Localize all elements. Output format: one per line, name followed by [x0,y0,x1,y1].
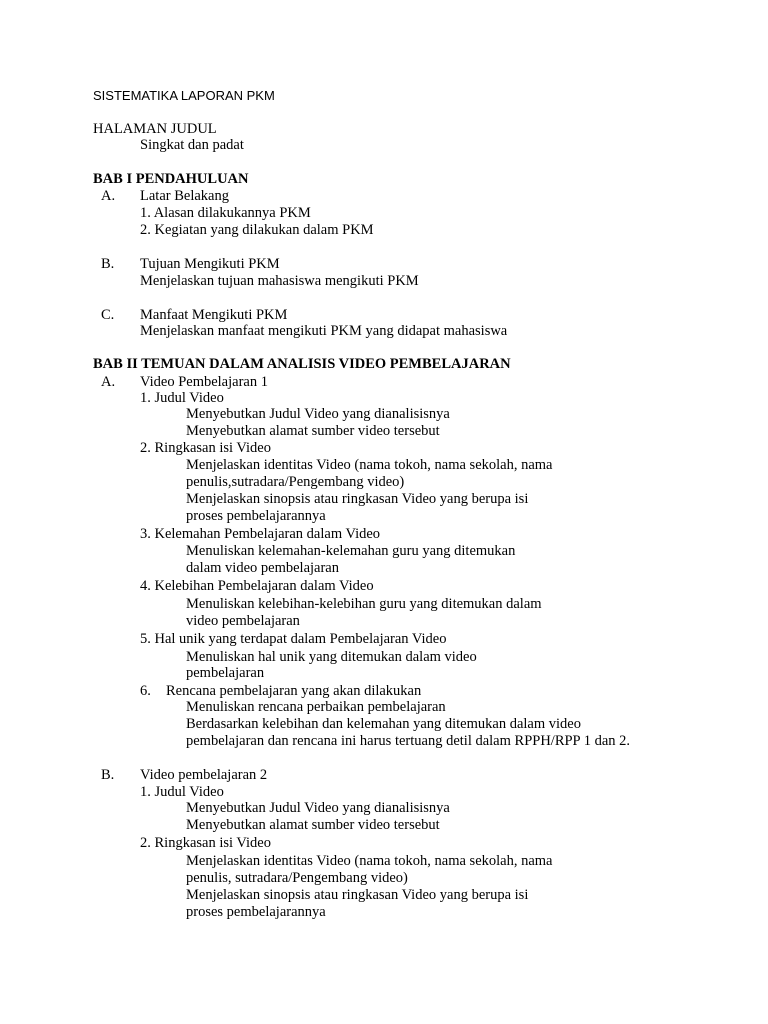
bab2-b-item2-line: Menjelaskan sinopsis atau ringkasan Video yang berupa isi [186,887,529,903]
bab2-a-title: Video Pembelajaran 1 [140,374,268,390]
bab2-heading: BAB II TEMUAN DALAM ANALISIS VIDEO PEMBELAJARAN [93,356,511,372]
bab2-a-item2-line: Menjelaskan identitas Video (nama tokoh, nama sekolah, nama [186,457,553,473]
bab2-a-item6-line: Berdasarkan kelebihan dan kelemahan yang ditemukan dalam video [186,716,581,732]
bab1-c-marker: C. [101,307,115,323]
bab1-a-item: 2. Kegiatan yang dilakukan dalam PKM [140,222,374,238]
bab2-b-item2-title: 2. Ringkasan isi Video [140,835,271,851]
bab2-b-item1-line: Menyebutkan Judul Video yang dianalisisnya [186,800,450,816]
halaman-judul-desc: Singkat dan padat [140,137,244,153]
bab2-a-item2-title: 2. Ringkasan isi Video [140,440,271,456]
bab2-a-item5-line: pembelajaran [186,665,265,681]
bab2-a-marker: A. [101,374,116,390]
bab2-a-item3-line: Menuliskan kelemahan-kelemahan guru yang ditemukan [186,543,516,559]
bab1-b-marker: B. [101,256,115,272]
bab2-a-item2-line: penulis,sutradara/Pengembang video) [186,474,405,490]
bab2-a-item2-line: proses pembelajarannya [186,508,326,524]
bab1-b-desc: Menjelaskan tujuan mahasiswa mengikuti PKM [140,273,419,289]
bab2-a-item6-title: Rencana pembelajaran yang akan dilakukan [166,683,422,699]
bab2-b-item1-title: 1. Judul Video [140,784,224,800]
bab2-b-title: Video pembelajaran 2 [140,767,268,783]
bab2-a-item6-number: 6. [140,683,151,699]
bab1-a-title: Latar Belakang [140,188,229,204]
bab2-b-item2-line: proses pembelajarannya [186,904,326,920]
bab1-c-title: Manfaat Mengikuti PKM [140,307,288,323]
bab2-a-item6-line: pembelajaran dan rencana ini harus tertuang detil dalam RPPH/RPP 1 dan 2. [186,733,631,749]
bab2-a-item3-title: 3. Kelemahan Pembelajaran dalam Video [140,526,381,542]
bab2-a-item6-line: Menuliskan rencana perbaikan pembelajaran [186,699,446,715]
bab2-a-item4-line: Menuliskan kelebihan-kelebihan guru yang ditemukan dalam [186,596,542,612]
bab2-a-item2-line: Menjelaskan sinopsis atau ringkasan Video yang berupa isi [186,491,529,507]
bab2-b-item2-line: Menjelaskan identitas Video (nama tokoh, nama sekolah, nama [186,853,553,869]
bab2-b-item1-line: Menyebutkan alamat sumber video tersebut [186,817,440,833]
bab2-a-item4-title: 4. Kelebihan Pembelajaran dalam Video [140,578,374,594]
bab1-c-desc: Menjelaskan manfaat mengikuti PKM yang didapat mahasiswa [140,323,508,339]
bab2-b-item2-line: penulis, sutradara/Pengembang video) [186,870,408,886]
bab2-a-item3-line: dalam video pembelajaran [186,560,339,576]
bab2-a-item1-line: Menyebutkan Judul Video yang dianalisisnya [186,406,450,422]
bab2-a-item5-title: 5. Hal unik yang terdapat dalam Pembelajaran Video [140,631,447,647]
bab2-a-item5-line: Menuliskan hal unik yang ditemukan dalam video [186,649,477,665]
bab1-a-item: 1. Alasan dilakukannya PKM [140,205,311,221]
bab2-a-item4-line: video pembelajaran [186,613,300,629]
bab1-heading: BAB I PENDAHULUAN [93,171,249,187]
halaman-judul-heading: HALAMAN JUDUL [93,121,217,137]
bab1-a-marker: A. [101,188,116,204]
document-title: SISTEMATIKA LAPORAN PKM [93,88,275,103]
bab2-b-marker: B. [101,767,115,783]
bab2-a-item1-title: 1. Judul Video [140,390,224,406]
bab2-a-item1-line: Menyebutkan alamat sumber video tersebut [186,423,440,439]
bab1-b-title: Tujuan Mengikuti PKM [140,256,280,272]
